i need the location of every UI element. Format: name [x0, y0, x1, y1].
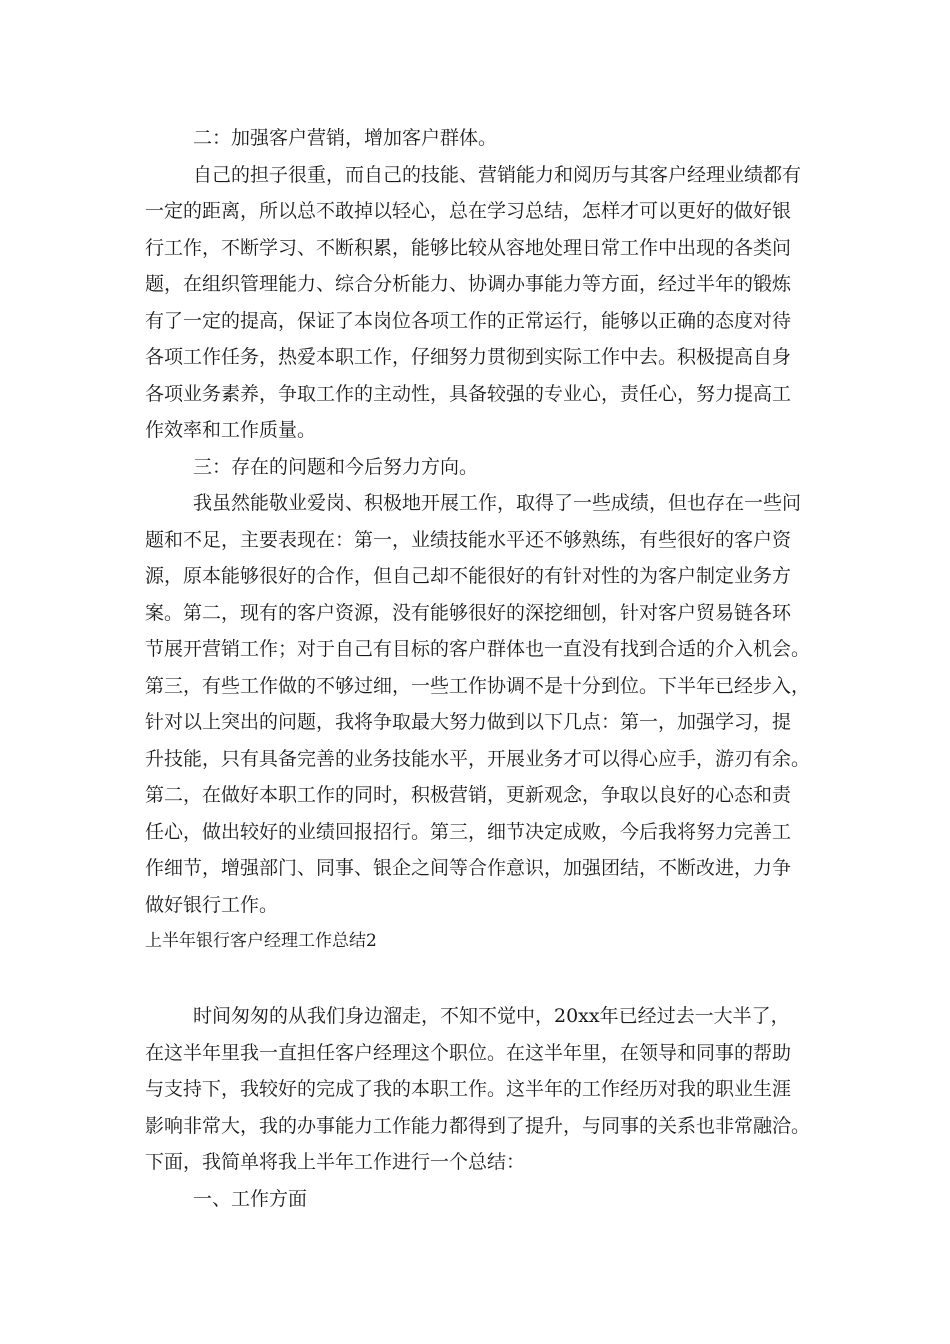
paragraph-line: 各项工作任务，热爱本职工作，仔细努力贯彻到实际工作中去。积极提高自身	[145, 346, 792, 368]
paragraph-line: 一定的距离，所以总不敢掉以轻心，总在学习总结，怎样才可以更好的做好银	[145, 200, 792, 222]
article-title: 上半年银行客户经理工作总结2	[145, 931, 377, 951]
paragraph-line: 源，原本能够很好的合作，但自己却不能很好的有针对性的为客户制定业务方	[145, 565, 792, 587]
paragraph-line: 升技能，只有具备完善的业务技能水平，开展业务才可以得心应手，游刃有余。	[145, 747, 811, 770]
section-heading-problems: 三：存在的问题和今后努力方向。	[193, 455, 479, 478]
paragraph-line: 做好银行工作。	[145, 893, 279, 916]
paragraph-line: 题和不足，主要表现在：第一，业绩技能水平还不够熟练，有些很好的客户资	[145, 528, 792, 551]
paragraph-line: 作细节，增强部门、同事、银企之间等合作意识，加强团结，不断改进，力争	[145, 857, 792, 879]
paragraph-line: 针对以上突出的问题，我将争取最大努力做到以下几点：第一，加强学习，提	[145, 711, 792, 733]
paragraph-line: 我虽然能敬业爱岗、积极地开展工作，取得了一些成绩，但也存在一些问	[193, 492, 802, 514]
paragraph-line: 下面，我简单将我上半年工作进行一个总结：	[145, 1151, 526, 1173]
paragraph-line: 案。第二，现有的客户资源，没有能够很好的深挖细刨，针对客户贸易链各环	[145, 601, 792, 624]
paragraph-line: 各项业务素养，争取工作的主动性，具备较强的专业心，责任心，努力提高工	[145, 382, 792, 405]
paragraph-line: 与支持下，我较好的完成了我的本职工作。这半年的工作经历对我的职业生涯	[145, 1078, 792, 1100]
paragraph-line: 题，在组织管理能力、综合分析能力、协调办事能力等方面，经过半年的锻炼	[145, 273, 792, 295]
paragraph-line: 在这半年里我一直担任客户经理这个职位。在这半年里，在领导和同事的帮助	[145, 1041, 792, 1064]
paragraph-line: 作效率和工作质量。	[145, 419, 317, 441]
document-page	[145, 120, 810, 1217]
paragraph-line: 第二，在做好本职工作的同时，积极营销，更新观念，争取以良好的心态和责	[145, 784, 792, 806]
paragraph-line: 第三，有些工作做的不够过细，一些工作协调不是十分到位。下半年已经步入，	[145, 674, 811, 697]
section-heading-customer-marketing: 二：加强客户营销，增加客户群体。	[193, 127, 498, 149]
paragraph-line: 自己的担子很重，而自己的技能、营销能力和阅历与其客户经理业绩都有	[193, 163, 802, 186]
section-heading-work-aspects: 一、工作方面	[193, 1187, 308, 1210]
paragraph-line: 任心，做出较好的业绩回报招行。第三，细节决定成败，今后我将努力完善工	[145, 820, 792, 843]
paragraph-line: 时间匆匆的从我们身边溜走，不知不觉中，20xx年已经过去一大半了，	[193, 1005, 790, 1027]
paragraph-line: 有了一定的提高，保证了本岗位各项工作的正常运行，能够以正确的态度对待	[145, 309, 792, 332]
paragraph-line: 行工作，不断学习、不断积累，能够比较从容地处理日常工作中出现的各类问	[145, 236, 792, 259]
paragraph-line: 节展开营销工作；对于自己有目标的客户群体也一直没有找到合适的介入机会。	[145, 638, 811, 660]
blank-line	[145, 959, 810, 998]
paragraph-line: 影响非常大，我的办事能力工作能力都得到了提升，与同事的关系也非常融洽。	[145, 1114, 811, 1137]
